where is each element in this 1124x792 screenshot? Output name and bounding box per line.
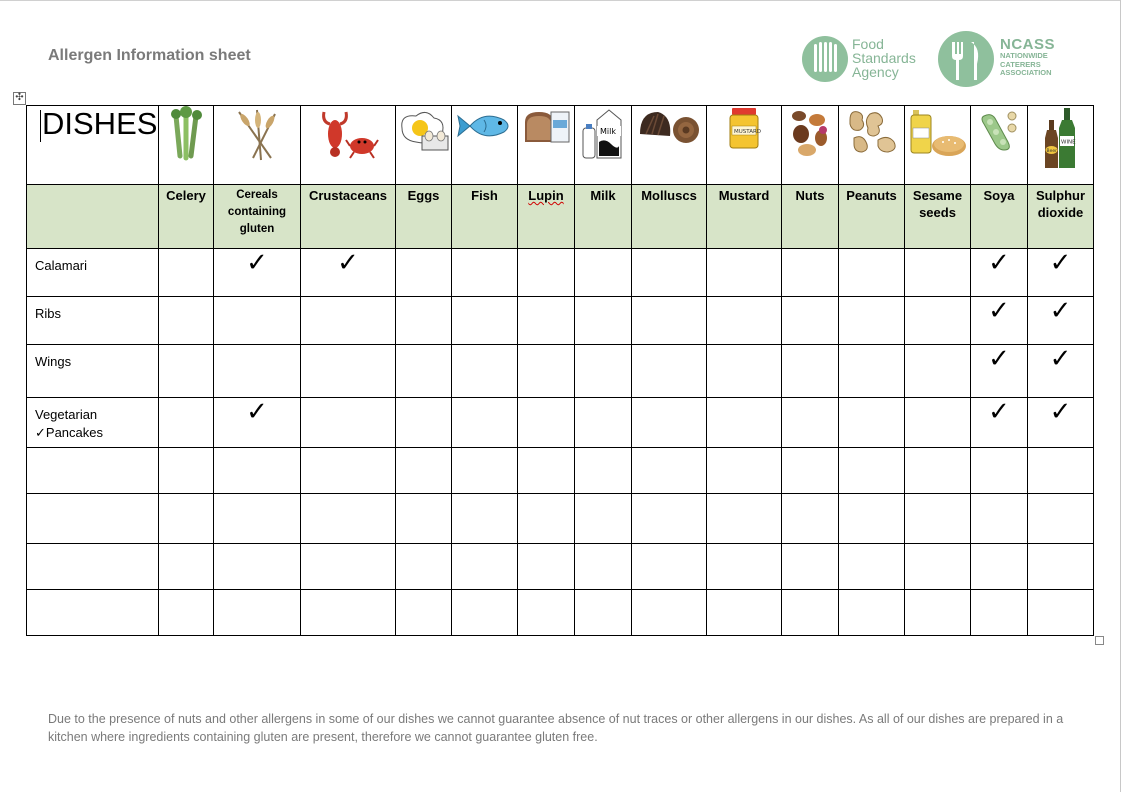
allergen-cell[interactable] <box>905 544 971 590</box>
ncass-sub1: NATIONWIDE <box>1000 51 1048 60</box>
allergen-cell[interactable] <box>159 249 214 297</box>
allergen-cell[interactable] <box>452 398 518 448</box>
allergen-cell[interactable] <box>707 544 782 590</box>
fsa-line1: Food <box>852 36 884 52</box>
allergen-cell[interactable] <box>575 398 632 448</box>
allergen-cell[interactable] <box>839 398 905 448</box>
allergen-cell[interactable] <box>1028 494 1094 544</box>
allergen-header-nuts <box>782 185 839 249</box>
allergen-cell[interactable] <box>518 494 575 544</box>
allergen-cell[interactable] <box>575 494 632 544</box>
allergen-cell[interactable] <box>301 494 396 544</box>
allergen-cell[interactable] <box>214 448 301 494</box>
allergen-cell[interactable] <box>782 297 839 345</box>
sesame-icon-cell <box>905 106 971 185</box>
fsa-line3: Agency <box>852 64 899 80</box>
dishes-header-label: DISHES <box>42 106 158 141</box>
checkmark-icon: ✓ <box>988 343 1010 373</box>
page-title: Allergen Information sheet <box>48 47 251 64</box>
allergen-cell[interactable] <box>575 345 632 398</box>
svg-text:WINE: WINE <box>1060 139 1076 146</box>
allergen-cell[interactable] <box>1028 297 1094 345</box>
peanut-icon <box>844 106 900 158</box>
nuts-icon-cell <box>782 106 839 185</box>
allergen-cell[interactable] <box>1028 249 1094 297</box>
allergen-cell[interactable] <box>518 544 575 590</box>
allergen-cell[interactable] <box>632 249 707 297</box>
allergen-cell[interactable] <box>971 345 1028 398</box>
celery-icon-cell <box>159 106 214 185</box>
egg-icon-cell <box>396 106 452 185</box>
svg-text:MUSTARD: MUSTARD <box>734 129 761 135</box>
soya-bean-icon <box>978 106 1020 152</box>
allergen-cell[interactable] <box>971 297 1028 345</box>
allergen-cell[interactable] <box>396 590 452 636</box>
allergen-cell[interactable] <box>159 297 214 345</box>
allergen-label: Sulphur dioxide <box>1035 188 1086 220</box>
allergen-cell[interactable] <box>396 297 452 345</box>
dish-name-cell[interactable] <box>27 590 159 636</box>
allergen-cell[interactable] <box>1028 448 1094 494</box>
allergen-cell[interactable] <box>707 448 782 494</box>
gluten-disclaimer-note: Due to the presence of nuts and other allergens in some of our dishes we cannot guarantee absence of nut traces or other allergens in our dishes. As all of our dishes are prepared in a kitchen where ingredients containing gluten are present, therefore we cannot guarantee gluten free. <box>48 712 1064 744</box>
allergen-cell[interactable] <box>632 590 707 636</box>
ncass-name: NCASS <box>1000 36 1056 53</box>
allergen-cell[interactable] <box>301 544 396 590</box>
allergen-cell[interactable] <box>214 249 301 297</box>
allergen-cell[interactable] <box>159 494 214 544</box>
allergen-cell[interactable] <box>632 345 707 398</box>
page-right-edge <box>1120 0 1121 792</box>
allergen-cell[interactable] <box>396 398 452 448</box>
allergen-cell[interactable] <box>905 249 971 297</box>
celery-icon <box>164 106 208 162</box>
dish-label-header-cell <box>27 185 159 249</box>
allergen-cell[interactable] <box>632 448 707 494</box>
shell-icon-cell <box>632 106 707 185</box>
allergen-cell[interactable] <box>518 297 575 345</box>
dish-name-cell[interactable] <box>27 249 159 297</box>
lupin-bread-icon <box>521 106 571 146</box>
allergen-cell[interactable] <box>518 590 575 636</box>
allergen-cell[interactable] <box>905 590 971 636</box>
table-move-handle[interactable]: ✣ <box>13 92 26 105</box>
soya-bean-icon-cell <box>971 106 1028 185</box>
dish-row <box>27 249 1094 297</box>
allergen-cell[interactable] <box>214 398 301 448</box>
allergen-cell[interactable] <box>575 590 632 636</box>
wine-beer-bottle-icon <box>1043 106 1079 170</box>
checkmark-icon: ✓ <box>246 247 268 277</box>
ncass-sub3: ASSOCIATION <box>1000 68 1052 77</box>
allergen-cell[interactable] <box>707 297 782 345</box>
allergen-label: Crustaceans <box>308 188 388 203</box>
allergen-cell[interactable] <box>632 544 707 590</box>
allergen-cell[interactable] <box>707 398 782 448</box>
wheat-icon <box>231 106 283 162</box>
allergen-label: Soya <box>983 188 1015 203</box>
allergen-cell[interactable] <box>396 345 452 398</box>
milk-icon-cell <box>575 106 632 185</box>
allergen-cell[interactable] <box>396 544 452 590</box>
allergen-cell[interactable] <box>971 398 1028 448</box>
page-top-edge <box>0 0 1121 1</box>
checkmark-icon: ✓ <box>988 396 1010 426</box>
milk-icon <box>581 106 625 162</box>
allergen-cell[interactable] <box>301 398 396 448</box>
mustard-jar-icon-cell <box>707 106 782 185</box>
allergen-header-mustard <box>707 185 782 249</box>
allergen-cell[interactable] <box>971 448 1028 494</box>
egg-icon <box>398 106 450 156</box>
allergen-label: Nuts <box>795 188 825 203</box>
dishes-header-cell[interactable] <box>27 106 159 185</box>
dish-row <box>27 448 1094 494</box>
allergen-cell[interactable] <box>301 448 396 494</box>
allergen-cell[interactable] <box>301 297 396 345</box>
allergen-cell[interactable] <box>518 345 575 398</box>
allergen-cell[interactable] <box>396 448 452 494</box>
allergen-cell[interactable] <box>518 249 575 297</box>
fish-icon <box>456 106 514 146</box>
dish-row <box>27 345 1094 398</box>
dish-name-cell[interactable] <box>27 345 159 398</box>
fish-icon-cell <box>452 106 518 185</box>
text-cursor <box>40 110 41 142</box>
allergen-cell[interactable] <box>971 494 1028 544</box>
lupin-bread-icon-cell <box>518 106 575 185</box>
table-resize-handle[interactable] <box>1095 636 1104 645</box>
allergen-table <box>26 105 1094 636</box>
allergen-cell[interactable] <box>214 544 301 590</box>
allergen-header-sesame-seeds <box>905 185 971 249</box>
allergen-icon-row <box>27 106 1094 185</box>
allergen-header-eggs <box>396 185 452 249</box>
allergen-cell[interactable] <box>971 249 1028 297</box>
dish-row <box>27 297 1094 345</box>
allergen-cell[interactable] <box>159 345 214 398</box>
allergen-cell[interactable] <box>905 398 971 448</box>
allergen-cell[interactable] <box>782 544 839 590</box>
allergen-cell[interactable] <box>159 448 214 494</box>
wheat-icon-cell <box>214 106 301 185</box>
checkmark-icon: ✓ <box>988 295 1010 325</box>
allergen-cell[interactable] <box>839 448 905 494</box>
allergen-label: Milk <box>590 188 616 203</box>
allergen-label: Fish <box>471 188 498 203</box>
allergen-cell[interactable] <box>782 398 839 448</box>
dish-name: Wings <box>35 354 72 369</box>
allergen-cell[interactable] <box>452 590 518 636</box>
dish-row <box>27 494 1094 544</box>
allergen-label: Mustard <box>718 188 770 203</box>
allergen-cell[interactable] <box>452 297 518 345</box>
allergen-cell[interactable] <box>839 544 905 590</box>
allergen-cell[interactable] <box>1028 590 1094 636</box>
allergen-label: Celery <box>166 188 206 203</box>
allergen-header-peanuts <box>839 185 905 249</box>
allergen-cell[interactable] <box>632 398 707 448</box>
allergen-cell[interactable] <box>905 448 971 494</box>
svg-text:Beer: Beer <box>1046 149 1057 154</box>
allergen-cell[interactable] <box>839 297 905 345</box>
allergen-header-cereals-containing-gluten <box>214 185 301 249</box>
allergen-cell[interactable] <box>782 494 839 544</box>
dish-name-cell[interactable] <box>27 398 159 448</box>
mustard-jar-icon <box>727 106 761 150</box>
allergen-cell[interactable] <box>575 297 632 345</box>
dish-name: Calamari <box>35 258 88 273</box>
allergen-cell[interactable] <box>782 448 839 494</box>
allergen-cell[interactable] <box>707 494 782 544</box>
sesame-icon <box>909 106 967 158</box>
checkmark-icon: ✓ <box>988 247 1010 277</box>
allergen-cell[interactable] <box>452 249 518 297</box>
allergen-header-fish <box>452 185 518 249</box>
allergen-header-molluscs <box>632 185 707 249</box>
allergen-cell[interactable] <box>782 249 839 297</box>
allergen-header-milk <box>575 185 632 249</box>
dish-name-cell[interactable] <box>27 448 159 494</box>
allergen-cell[interactable] <box>396 249 452 297</box>
allergen-cell[interactable] <box>839 494 905 544</box>
allergen-cell[interactable] <box>1028 398 1094 448</box>
allergen-cell[interactable] <box>839 249 905 297</box>
dish-name: Vegetarian ✓Pancakes <box>35 407 103 440</box>
allergen-cell[interactable] <box>575 448 632 494</box>
allergen-cell[interactable] <box>301 590 396 636</box>
dish-name-cell[interactable] <box>27 544 159 590</box>
allergen-cell[interactable] <box>159 398 214 448</box>
nuts-icon <box>787 106 833 158</box>
allergen-cell[interactable] <box>301 345 396 398</box>
allergen-header-celery <box>159 185 214 249</box>
allergen-cell[interactable] <box>396 494 452 544</box>
allergen-cell[interactable] <box>575 249 632 297</box>
checkmark-icon: ✓ <box>246 396 268 426</box>
allergen-cell[interactable] <box>214 590 301 636</box>
allergen-cell[interactable] <box>905 345 971 398</box>
dish-name: Ribs <box>35 306 62 321</box>
allergen-cell[interactable] <box>575 544 632 590</box>
dish-name-cell[interactable] <box>27 297 159 345</box>
checkmark-icon: ✓ <box>1049 343 1072 373</box>
lobster-crab-icon <box>316 106 380 164</box>
allergen-cell[interactable] <box>905 297 971 345</box>
fsa-line2: Standards <box>852 50 916 66</box>
allergen-header-sulphur-dioxide <box>1028 185 1094 249</box>
allergen-cell[interactable] <box>452 448 518 494</box>
allergen-cell[interactable] <box>905 494 971 544</box>
allergen-label: Cereals containing gluten <box>227 189 287 235</box>
checkmark-icon: ✓ <box>337 247 359 277</box>
ncass-sub2: CATERERS <box>1000 59 1041 69</box>
dish-name-cell[interactable] <box>27 494 159 544</box>
allergen-cell[interactable] <box>214 297 301 345</box>
allergen-cell[interactable] <box>452 544 518 590</box>
allergen-cell[interactable] <box>159 590 214 636</box>
allergen-header-crustaceans <box>301 185 396 249</box>
allergen-cell[interactable] <box>452 494 518 544</box>
allergen-cell[interactable] <box>214 494 301 544</box>
allergen-cell[interactable] <box>214 345 301 398</box>
allergen-label: Peanuts <box>846 188 897 203</box>
allergen-cell[interactable] <box>707 345 782 398</box>
peanut-icon-cell <box>839 106 905 185</box>
allergen-cell[interactable] <box>839 590 905 636</box>
allergen-cell[interactable] <box>971 544 1028 590</box>
allergen-cell[interactable] <box>518 398 575 448</box>
dish-row <box>27 544 1094 590</box>
allergen-cell[interactable] <box>782 345 839 398</box>
allergen-label: Molluscs <box>641 188 697 203</box>
dish-row <box>27 398 1094 448</box>
svg-text:Milk: Milk <box>600 127 616 136</box>
wine-beer-bottle-icon-cell <box>1028 106 1094 185</box>
checkmark-icon: ✓ <box>1049 396 1072 426</box>
allergen-cell[interactable] <box>707 590 782 636</box>
allergen-header-soya <box>971 185 1028 249</box>
shell-icon <box>636 106 702 146</box>
allergen-label: Sesame seeds <box>912 188 963 220</box>
allergen-cell[interactable] <box>301 249 396 297</box>
allergen-header-lupin <box>518 185 575 249</box>
allergen-cell[interactable] <box>707 249 782 297</box>
checkmark-icon: ✓ <box>1049 247 1072 277</box>
allergen-cell[interactable] <box>839 345 905 398</box>
allergen-cell[interactable] <box>1028 345 1094 398</box>
allergen-cell[interactable] <box>518 448 575 494</box>
allergen-cell[interactable] <box>632 494 707 544</box>
dish-row <box>27 590 1094 636</box>
allergen-label: Lupin <box>528 188 564 203</box>
allergen-cell[interactable] <box>452 345 518 398</box>
allergen-cell[interactable] <box>159 544 214 590</box>
lobster-crab-icon-cell <box>301 106 396 185</box>
allergen-label: Eggs <box>407 188 440 203</box>
allergen-cell[interactable] <box>971 590 1028 636</box>
allergen-name-row <box>27 185 1094 249</box>
allergen-cell[interactable] <box>632 297 707 345</box>
checkmark-icon: ✓ <box>1049 295 1072 325</box>
allergen-cell[interactable] <box>1028 544 1094 590</box>
allergen-cell[interactable] <box>782 590 839 636</box>
